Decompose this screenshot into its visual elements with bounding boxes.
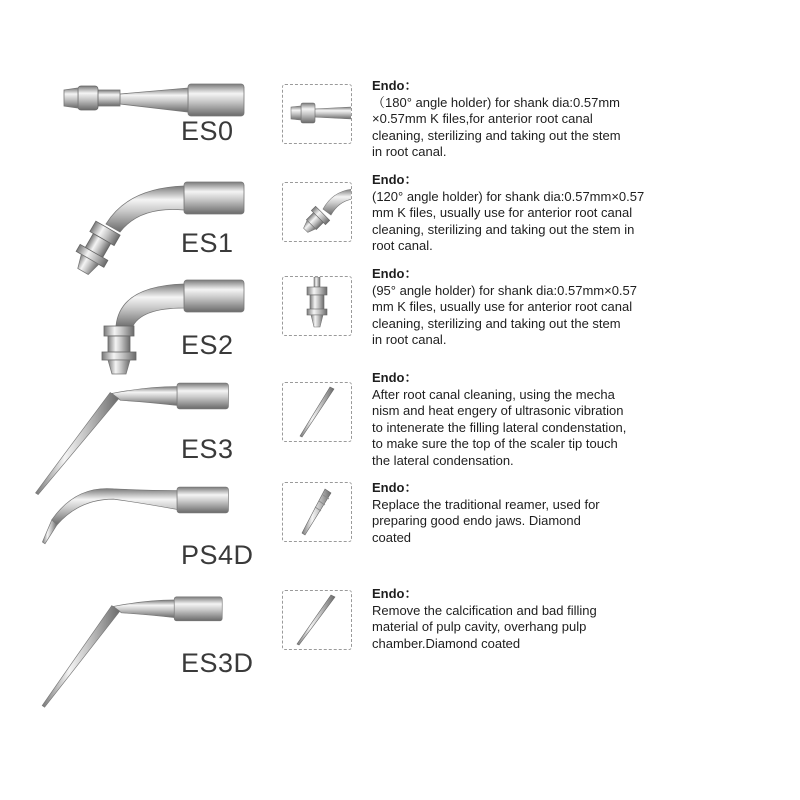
description-heading: Endo： (372, 266, 418, 281)
product-description (372, 172, 792, 255)
tip-detail-frame (282, 590, 352, 650)
product-description (372, 370, 792, 469)
description-heading: Endo： (372, 78, 418, 93)
tip-detail-frame (282, 182, 352, 242)
model-label: ES3D (181, 648, 254, 678)
model-label: ES2 (181, 330, 234, 360)
tip-detail-frame (282, 382, 352, 442)
description-text: After root canal cleaning, using the mecha nism and heat engery of ultrasonic vibration to intenerate the filling lateral condenstation, to make sure the top of the scaler tip touch the lateral condensation. (372, 386, 627, 468)
description-text: (120° angle holder) for shank dia:0.57mm×0.57 mm K files, usually use for anterior root canal cleaning, sterilizing and taking out the stem in root canal. (372, 188, 645, 253)
description-text: Replace the traditional reamer, used for preparing good endo jaws. Diamond coated (372, 496, 600, 545)
product-description (372, 480, 792, 546)
description-heading: Endo： (372, 480, 418, 495)
model-label: PS4D (181, 540, 254, 570)
description-text: Remove the calcification and bad filling material of pulp cavity, overhang pulp chamber.Diamond coated (372, 602, 597, 651)
model-label: ES1 (181, 228, 234, 258)
description-heading: Endo： (372, 370, 418, 385)
product-description (372, 78, 792, 161)
description-text: (95° angle holder) for shank dia:0.57mm×0.57 mm K files, usually use for anterior root canal cleaning, sterilizing and taking out the stem in root canal. (372, 282, 637, 347)
tip-detail-frame (282, 482, 352, 542)
description-text: （180° angle holder) for shank dia:0.57mm ×0.57mm K files,for anterior root canal cleaning, sterilizing and taking out the stem in root canal. (372, 94, 621, 159)
model-label: ES0 (181, 116, 234, 146)
tip-detail-frame (282, 276, 352, 336)
tip-detail-frame (282, 84, 352, 144)
description-heading: Endo： (372, 586, 418, 601)
product-description (372, 586, 792, 652)
product-description (372, 266, 792, 349)
model-label: ES3 (181, 434, 234, 464)
description-heading: Endo： (372, 172, 418, 187)
